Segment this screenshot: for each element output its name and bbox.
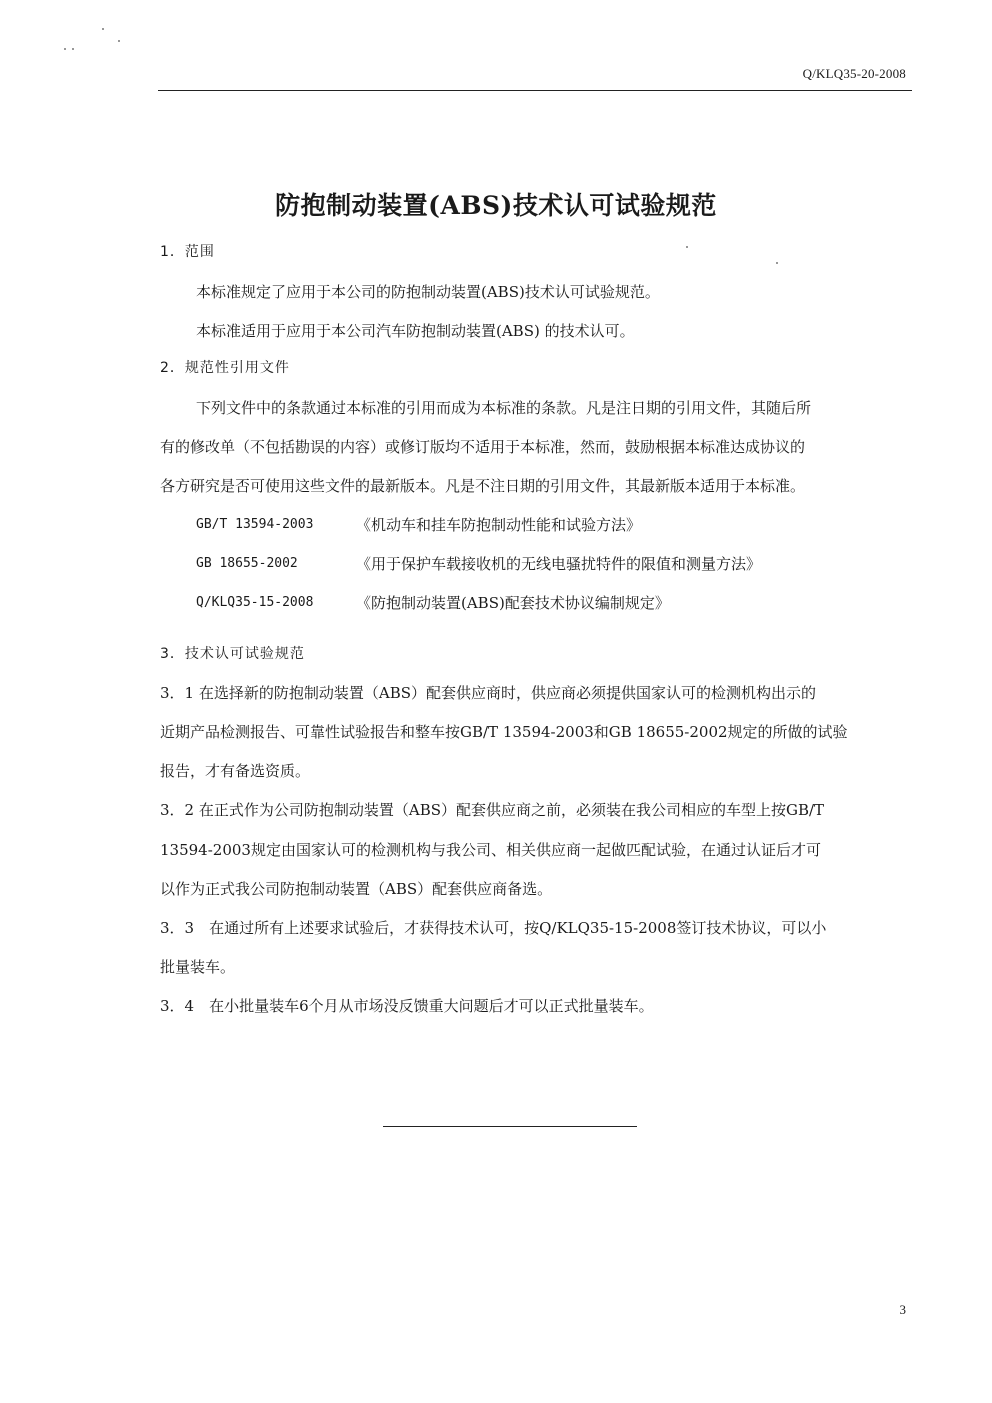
reference-title: 《防抱制动装置(ABS)配套技术协议编制规定》: [356, 594, 670, 612]
paragraph-line: 有的修改单（不包括勘误的内容）或修订版均不适用于本标准，然而，鼓励根据本标准达成协议的: [160, 438, 806, 456]
clause-line: 批量装车。: [160, 958, 236, 976]
clause-line: 3．1 在选择新的防抱制动装置（ABS）配套供应商时，供应商必须提供国家认可的检测机构出示的: [160, 684, 816, 702]
clause-line: 以作为正式我公司防抱制动装置（ABS）配套供应商备选。: [160, 880, 553, 898]
reference-code: Q/KLQ35-15-2008: [196, 595, 314, 610]
reference-code: GB 18655-2002: [196, 556, 298, 571]
end-rule: [383, 1126, 637, 1127]
paragraph-line: 下列文件中的条款通过本标准的引用而成为本标准的条款。凡是注日期的引用文件，其随后所: [196, 399, 812, 417]
paragraph-line: 各方研究是否可使用这些文件的最新版本。凡是不注日期的引用文件，其最新版本适用于本标准。: [160, 477, 806, 495]
paragraph-line: 本标准规定了应用于本公司的防抱制动装置(ABS)技术认可试验规范。: [196, 283, 660, 301]
scan-speck: [776, 262, 778, 264]
clause-line: 3．3 在通过所有上述要求试验后，才获得技术认可，按Q/KLQ35-15-2008签订技术协议，可以小: [160, 919, 827, 937]
section-heading-test-spec: 3．技术认可试验规范: [160, 646, 305, 662]
section-heading-scope: 1．范围: [160, 244, 215, 260]
section-heading-references: 2．规范性引用文件: [160, 360, 290, 376]
document-code: Q/KLQ35-20-2008: [802, 66, 906, 81]
reference-code: GB/T 13594-2003: [196, 517, 314, 532]
document-title: 防抱制动装置(ABS)技术认可试验规范: [275, 191, 717, 220]
clause-line: 3．2 在正式作为公司防抱制动装置（ABS）配套供应商之前，必须装在我公司相应的车型上按GB/T: [160, 801, 825, 819]
clause-line: 报告，才有备选资质。: [160, 762, 311, 780]
reference-title: 《用于保护车载接收机的无线电骚扰特件的限值和测量方法》: [356, 555, 762, 573]
clause-line: 13594-2003规定由国家认可的检测机构与我公司、相关供应商一起做匹配试验，在通过认证后才可: [160, 841, 821, 859]
clause-line: 3．4 在小批量装车6个月从市场没反馈重大问题后才可以正式批量装车。: [160, 997, 654, 1015]
paragraph-line: 本标准适用于应用于本公司汽车防抱制动装置(ABS) 的技术认可。: [196, 322, 635, 340]
scan-speck: [686, 246, 688, 248]
scan-speck: [64, 48, 66, 50]
scan-speck: [118, 40, 120, 42]
header-rule: [158, 90, 912, 91]
reference-title: 《机动车和挂车防抱制动性能和试验方法》: [356, 516, 642, 534]
page-number: 3: [899, 1302, 906, 1317]
scan-speck: [72, 48, 74, 50]
clause-line: 近期产品检测报告、可靠性试验报告和整车按GB/T 13594-2003和GB 18655-2002规定的所做的试验: [160, 723, 848, 741]
scan-speck: [102, 28, 104, 30]
